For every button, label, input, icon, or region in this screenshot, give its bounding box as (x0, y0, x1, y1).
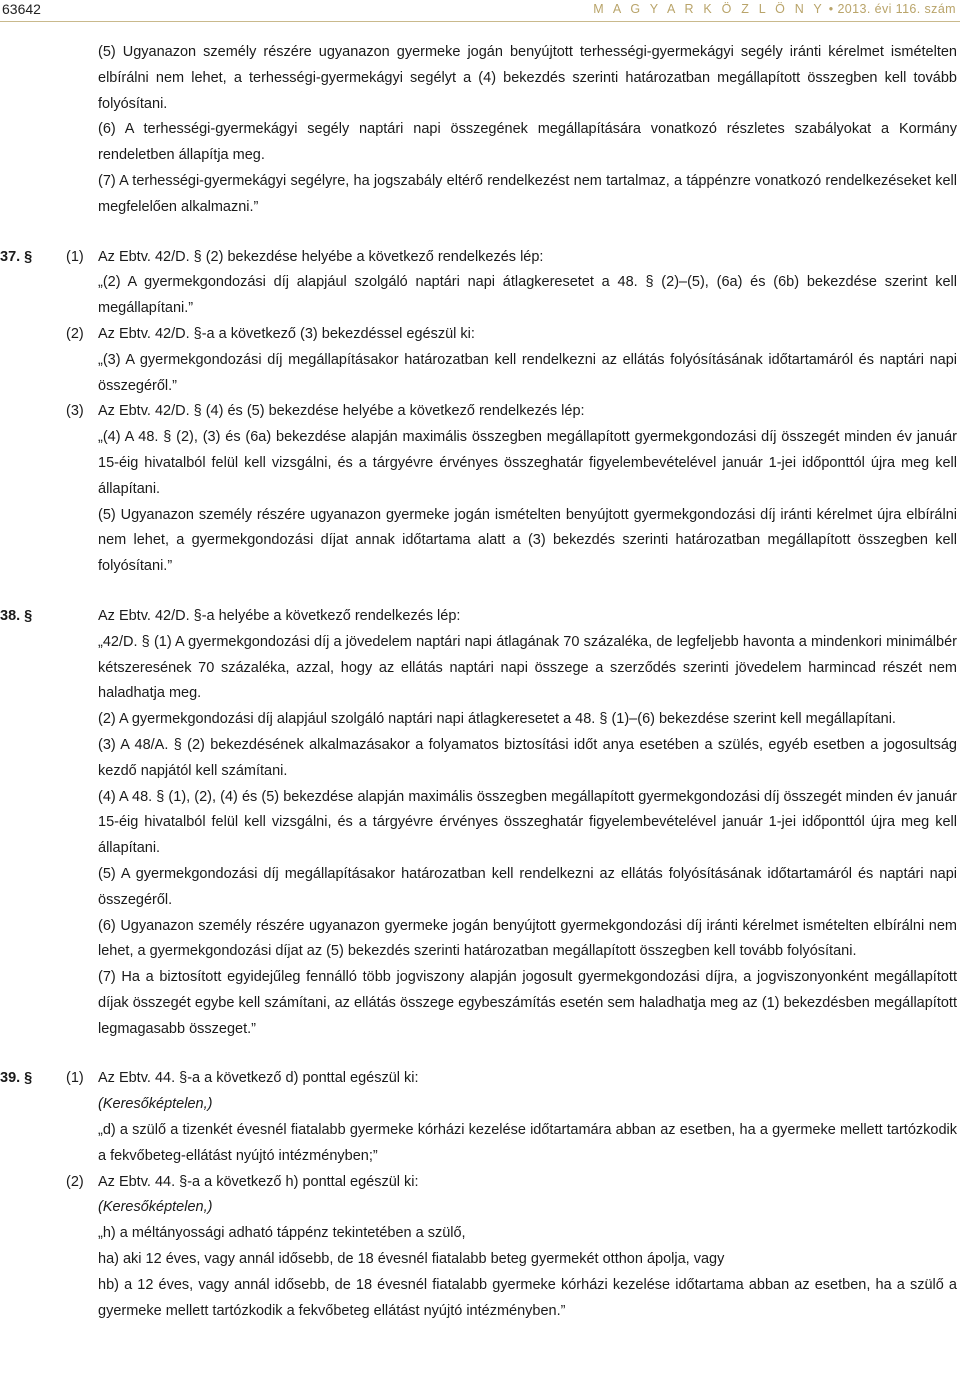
gazette-name: M A G Y A R K Ö Z L Ö N Y (593, 2, 825, 16)
paragraph: (2) A gyermekgondozási díj alapjául szolgáló naptári napi átlagkeresetet a 48. § (1)–(6) bekezdése szerint kell megállapítani. (98, 711, 896, 728)
paragraph: „(3) A gyermekgondozási díj megállapításakor határozatban kell rendelkezni az ellátás folyósításának időtartamáról és naptári napi összegéről.” (98, 351, 957, 394)
subsection (0, 322, 960, 348)
document-body (0, 40, 960, 1324)
paragraph: (5) Ugyanazon személy részére ugyanazon gyermeke jogán benyújtott terhességi-gyermekágyi segély iránti kérelmet ismételten elbírálni nem lehet, a terhességi-gyermekágyi segélyt a (4) bekezdés szerinti határozatban megállapított összegben kell tovább folyósítani. (98, 44, 957, 112)
subsection-number: (2) (66, 325, 84, 342)
section-number: 38. § (0, 607, 33, 624)
line: Az Ebtv. 44. §-a a következő h) ponttal egészül ki: (98, 1173, 419, 1190)
paragraph: (7) Ha a biztosított egyidejűleg fennálló több jogviszony alapján jogosult gyermekgondozási díjra, a jogviszonyonként megállapított díjak összegét egybe kell számítani, az ellátás összege egybeszámítás esetén sem haladhatja meg az (1) bekezdésben megállapított legmagasabb összeget.” (98, 969, 957, 1037)
paragraph: (5) A gyermekgondozási díj megállapításakor határozatban kell rendelkezni az ellátás folyósításának időtartamáról és naptári napi összegéről. (98, 865, 957, 908)
subsection (0, 245, 960, 271)
section-39 (0, 1066, 960, 1324)
line: Az Ebtv. 42/D. § (4) és (5) bekezdése helyébe a következő rendelkezés lép: (98, 403, 585, 420)
paragraph: „42/D. § (1) A gyermekgondozási díj a jövedelem naptári napi átlagának 70 százaléka, de legfeljebb havonta a mindenkori minimálbér kétszeresének 70 százaléka, azzal, hogy az ellátás naptári napi összege a szerződés szerinti jövedelem harmincad részét nem haladhatja meg. (98, 633, 957, 702)
subsection-number: (1) (66, 248, 84, 265)
paragraph: „d) a szülő a tizenkét évesnél fiatalabb gyermeke kórházi kezelése időtartamára abban az esetben, ha a gyermeke mellett tartózkodik a fekvőbeteg-ellátást nyújtó intézményben;” (98, 1122, 957, 1164)
paragraph: (3) A 48/A. § (2) bekezdésének alkalmazásakor a folyamatos biztosítási időt anya esetében a szülés, egyéb esetben a jogosultság kezdő napjától kell számítani. (98, 736, 957, 779)
paragraph: „(2) A gyermekgondozási díj alapjául szolgáló naptári napi átlagkeresetet a 48. § (2)–(5), (6a) és (6b) bekezdése szerint kell megállapítani.” (98, 274, 957, 317)
subsection (0, 399, 960, 425)
page-header (0, 0, 960, 22)
paragraph: Az Ebtv. 42/D. §-a helyébe a következő rendelkezés lép: (98, 607, 461, 624)
line: Az Ebtv. 42/D. §-a a következő (3) bekezdéssel egészül ki: (98, 325, 475, 342)
paragraph: „(4) A 48. § (2), (3) és (6a) bekezdése alapján maximális összegben megállapított gyermekgondozási díj összegét minden év január 15-éig hivatalból felül kell vizsgálni, és a tárgyévre érvényes összeghatár figyelembevételével január 1-jei időponttól újra meg kell állapítani. (98, 429, 957, 497)
section-number: 39. § (0, 1070, 33, 1087)
section-37 (0, 245, 960, 580)
subsection-number: (1) (66, 1070, 84, 1087)
paragraph: (7) A terhességi-gyermekágyi segélyre, ha jogszabály eltérő rendelkezést nem tartalmaz, a táppénzre vonatkozó rendelkezéseket kell megfelelően alkalmazni.” (98, 172, 957, 215)
subsection-number: (2) (66, 1173, 84, 1190)
running-title (593, 2, 956, 16)
subsection (0, 1066, 960, 1092)
paragraph: hb) a 12 éves, vagy annál idősebb, de 18 évesnél fiatalabb gyermeke kórházi kezelése időtartama abban az esetben, ha a szülő a gyermeke mellett tartózkodik a fekvőbeteg ellátást nyújtó intézményben.” (98, 1276, 957, 1319)
subsection-number: (3) (66, 403, 84, 420)
paragraph: (4) A 48. § (1), (2), (4) és (5) bekezdése alapján maximális összegben megállapított gyermekgondozási díj összegét minden év január 15-éig hivatalból felül kell vizsgálni, és a tárgyévre érvényes összeghatár figyelembevételével január 1-jei időponttól újra meg kell állapítani. (98, 788, 957, 857)
italic-caption: (Keresőképtelen,) (98, 1096, 213, 1113)
page-number: 63642 (2, 1, 41, 17)
paragraph: ha) aki 12 éves, vagy annál idősebb, de 18 évesnél fiatalabb beteg gyermekét otthon ápolja, vagy (98, 1251, 725, 1268)
line: Az Ebtv. 44. §-a a következő d) ponttal egészül ki: (98, 1070, 419, 1087)
bullet: • (828, 2, 834, 16)
section-38 (0, 604, 960, 1043)
paragraph: (6) Ugyanazon személy részére ugyanazon gyermeke jogán benyújtott gyermekgondozási díj iránti kérelmet ismételten elbírálni nem lehet, a gyermekgondozási díjat az (5) bekezdés szerinti határozatban megállapított összegben kell tovább folyósítani. (98, 917, 957, 960)
paragraph: (5) Ugyanazon személy részére ugyanazon gyermeke jogán ismételten benyújtott gyermekgondozási díj iránti kérelmet újra elbírálni nem lehet, a gyermekgondozási díjat annak időtartama alatt a (3) bekezdés szerinti határozatban megállapított összegben kell folyósítani.” (98, 506, 957, 575)
paragraph: (6) A terhességi-gyermekágyi segély naptári napi összegének megállapítására vonatkozó részletes szabályokat a Kormány rendeletben állapítja meg. (98, 121, 957, 164)
paragraph: „h) a méltányossági adható táppénz tekintetében a szülő, (98, 1225, 466, 1242)
line: Az Ebtv. 42/D. § (2) bekezdése helyébe a következő rendelkezés lép: (98, 248, 544, 265)
italic-caption: (Keresőképtelen,) (98, 1199, 213, 1216)
header-rule (0, 21, 960, 22)
subsection (0, 1170, 960, 1196)
issue-label: 2013. évi 116. szám (837, 2, 956, 16)
section-number: 37. § (0, 248, 33, 265)
